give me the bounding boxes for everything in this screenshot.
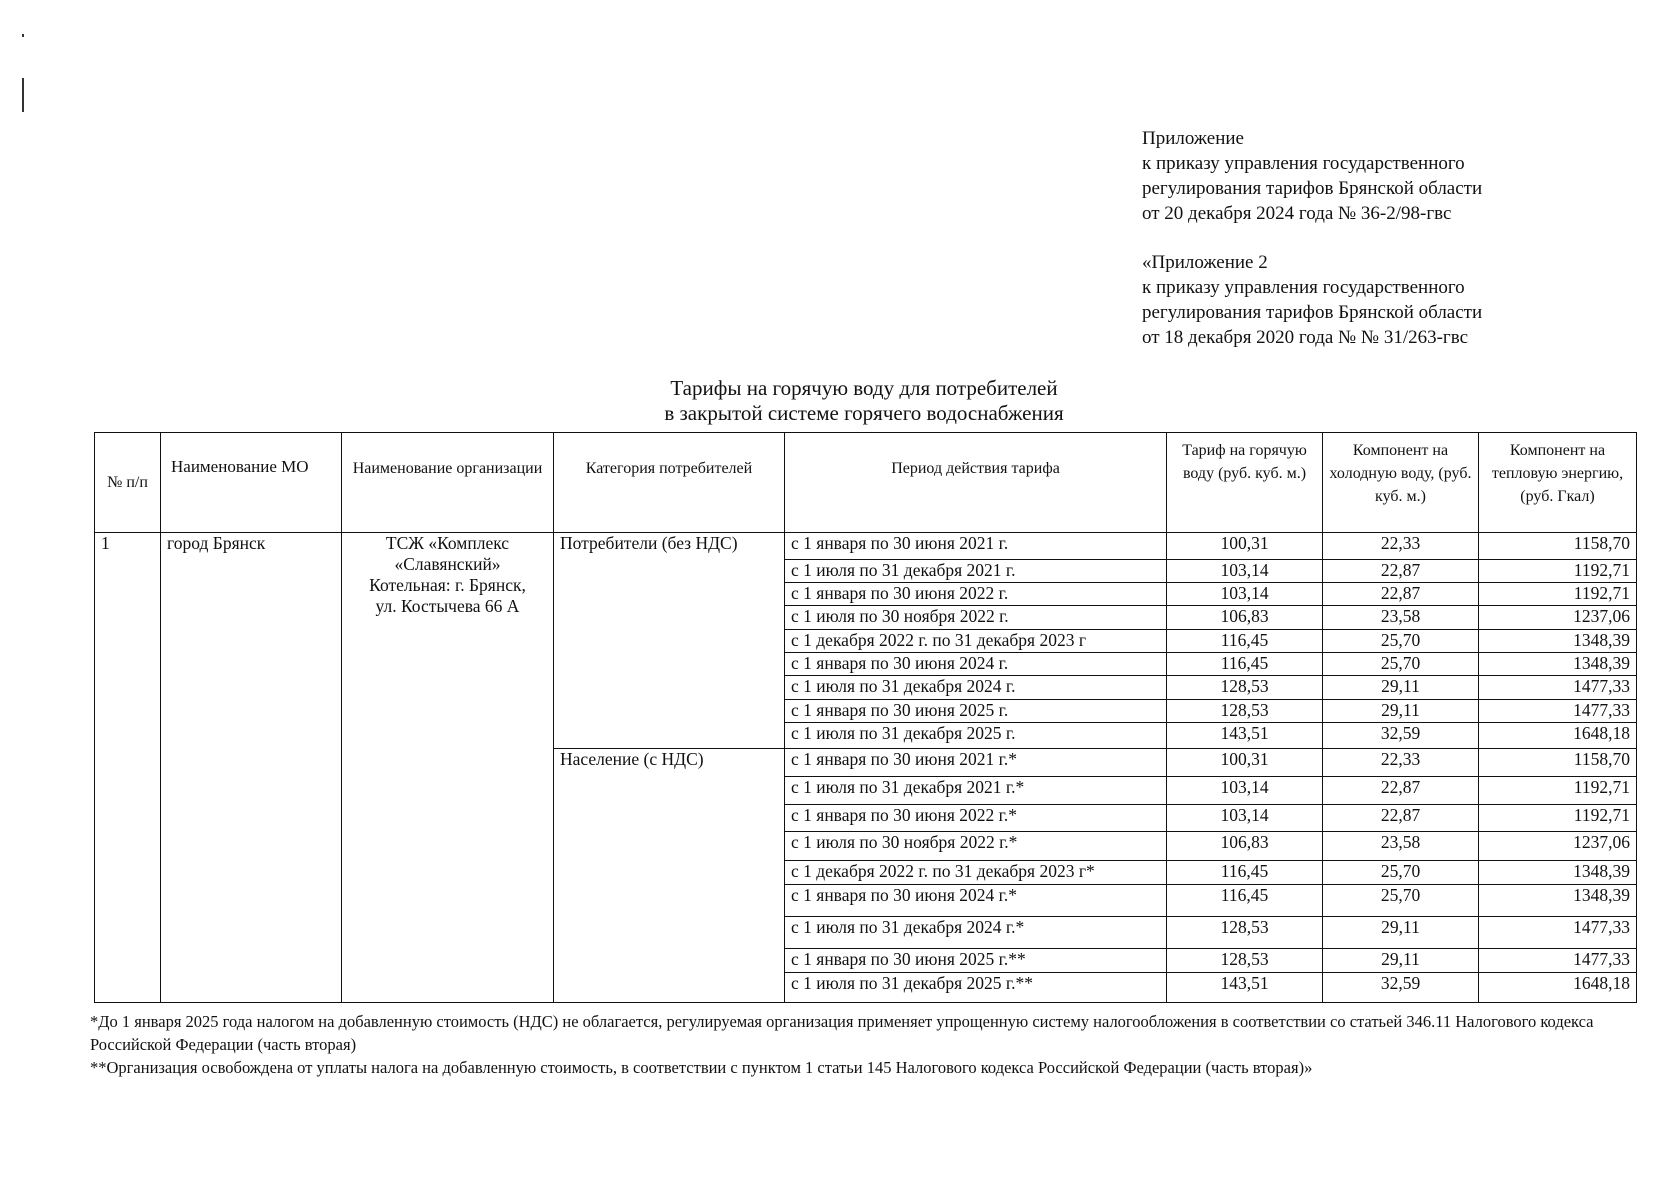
tariff-cell: 103,14 <box>1167 805 1323 832</box>
period-cell: с 1 июля по 31 декабря 2024 г. <box>785 676 1167 700</box>
cold-water-cell: 22,87 <box>1323 583 1479 606</box>
cold-water-cell: 22,33 <box>1323 749 1479 777</box>
header-num: № п/п <box>95 433 161 533</box>
header-line: регулирования тарифов Брянской области <box>1142 302 1483 323</box>
tariff-cell: 103,14 <box>1167 777 1323 805</box>
tariff-cell: 100,31 <box>1167 533 1323 560</box>
heat-energy-cell: 1348,39 <box>1479 653 1637 676</box>
cold-water-cell: 32,59 <box>1323 973 1479 1003</box>
heat-energy-cell: 1158,70 <box>1479 749 1637 777</box>
scan-margin-mark <box>22 78 24 112</box>
period-cell: с 1 июля по 30 ноября 2022 г. <box>785 606 1167 630</box>
heat-energy-cell: 1348,39 <box>1479 885 1637 917</box>
heat-energy-cell: 1477,33 <box>1479 949 1637 973</box>
cold-water-cell: 29,11 <box>1323 676 1479 700</box>
heat-energy-cell: 1192,71 <box>1479 805 1637 832</box>
cold-water-cell: 22,87 <box>1323 805 1479 832</box>
cold-water-cell: 22,33 <box>1323 533 1479 560</box>
tariff-cell: 143,51 <box>1167 973 1323 1003</box>
header-line: от 20 декабря 2024 года № 36-2/98-гвс <box>1142 203 1452 224</box>
consumer-category: Потребители (без НДС) <box>554 533 785 749</box>
cold-water-cell: 25,70 <box>1323 653 1479 676</box>
header-category: Категория потребителей <box>554 433 785 533</box>
document-title <box>94 376 1634 426</box>
period-cell: с 1 января по 30 июня 2021 г. <box>785 533 1167 560</box>
appendix2-header <box>1142 250 1482 350</box>
period-cell: с 1 июля по 31 декабря 2024 г.* <box>785 917 1167 949</box>
title-line: в закрытой системе горячего водоснабжения <box>664 401 1064 425</box>
cold-water-cell: 25,70 <box>1323 861 1479 885</box>
heat-energy-cell: 1348,39 <box>1479 630 1637 653</box>
footnote-vat-exempt: *До 1 января 2025 года налогом на добавленную стоимость (НДС) не облагается, регулируемая организация применяет упрощенную систему налогообложения в соответствии со статьей 346.11 Налогового кодекса Российской Федерации (часть вторая) <box>90 1012 1594 1054</box>
heat-energy-cell: 1477,33 <box>1479 700 1637 723</box>
tariff-cell: 103,14 <box>1167 560 1323 583</box>
header-period: Период действия тарифа <box>785 433 1167 533</box>
title-line: Тарифы на горячую воду для потребителей <box>670 376 1058 400</box>
tariff-cell: 128,53 <box>1167 917 1323 949</box>
heat-energy-cell: 1477,33 <box>1479 917 1637 949</box>
header-tariff: Тариф на горячую воду (руб. куб. м.) <box>1167 433 1323 533</box>
period-cell: с 1 декабря 2022 г. по 31 декабря 2023 г <box>785 630 1167 653</box>
table-header-row <box>95 433 1637 533</box>
header-line: к приказу управления государственного <box>1142 277 1465 298</box>
header-org: Наименование организации <box>342 433 554 533</box>
cold-water-cell: 23,58 <box>1323 606 1479 630</box>
heat-energy-cell: 1237,06 <box>1479 832 1637 861</box>
cold-water-cell: 29,11 <box>1323 700 1479 723</box>
period-cell: с 1 января по 30 июня 2025 г. <box>785 700 1167 723</box>
heat-energy-cell: 1648,18 <box>1479 973 1637 1003</box>
period-cell: с 1 июля по 31 декабря 2021 г.* <box>785 777 1167 805</box>
heat-energy-cell: 1158,70 <box>1479 533 1637 560</box>
cold-water-cell: 29,11 <box>1323 949 1479 973</box>
heat-energy-cell: 1648,18 <box>1479 723 1637 749</box>
period-cell: с 1 июля по 30 ноября 2022 г.* <box>785 832 1167 861</box>
heat-energy-cell: 1192,71 <box>1479 560 1637 583</box>
tariff-cell: 128,53 <box>1167 700 1323 723</box>
tariff-cell: 106,83 <box>1167 606 1323 630</box>
organization-name <box>342 533 554 1003</box>
heat-energy-cell: 1348,39 <box>1479 861 1637 885</box>
heat-energy-cell: 1477,33 <box>1479 676 1637 700</box>
tariff-cell: 100,31 <box>1167 749 1323 777</box>
row-number: 1 <box>95 533 161 1003</box>
period-cell: с 1 июля по 31 декабря 2025 г.** <box>785 973 1167 1003</box>
tariff-cell: 116,45 <box>1167 630 1323 653</box>
tariff-cell: 128,53 <box>1167 676 1323 700</box>
header-line: от 18 декабря 2020 года № № 31/263-гвс <box>1142 327 1469 348</box>
organization-line: Котельная: г. Брянск, <box>369 575 526 595</box>
period-cell: с 1 июля по 31 декабря 2025 г. <box>785 723 1167 749</box>
period-cell: с 1 января по 30 июня 2025 г.** <box>785 949 1167 973</box>
cold-water-cell: 25,70 <box>1323 885 1479 917</box>
consumer-category: Население (с НДС) <box>554 749 785 1003</box>
heat-energy-cell: 1192,71 <box>1479 777 1637 805</box>
header-cold: Компонент на холодную воду, (руб. куб. м.) <box>1323 433 1479 533</box>
period-cell: с 1 января по 30 июня 2022 г. <box>785 583 1167 606</box>
organization-line: ТСЖ «Комплекс <box>385 533 510 553</box>
heat-energy-cell: 1192,71 <box>1479 583 1637 606</box>
cold-water-cell: 22,87 <box>1323 777 1479 805</box>
tariff-cell: 116,45 <box>1167 885 1323 917</box>
footnotes <box>90 1010 1650 1079</box>
organization-line: ул. Костычева 66 А <box>375 596 520 616</box>
header-mo: Наименование МО <box>161 433 342 533</box>
table-row <box>95 533 1637 560</box>
cold-water-cell: 25,70 <box>1323 630 1479 653</box>
cold-water-cell: 29,11 <box>1323 917 1479 949</box>
tariff-table <box>94 432 1637 1003</box>
header-line: регулирования тарифов Брянской области <box>1142 178 1483 199</box>
period-cell: с 1 января по 30 июня 2022 г.* <box>785 805 1167 832</box>
header-heat: Компонент на тепловую энергию, (руб. Гкал) <box>1479 433 1637 533</box>
tariff-cell: 103,14 <box>1167 583 1323 606</box>
header-line: Приложение <box>1142 128 1244 149</box>
tariff-cell: 143,51 <box>1167 723 1323 749</box>
heat-energy-cell: 1237,06 <box>1479 606 1637 630</box>
cold-water-cell: 32,59 <box>1323 723 1479 749</box>
period-cell: с 1 июля по 31 декабря 2021 г. <box>785 560 1167 583</box>
tariff-cell: 106,83 <box>1167 832 1323 861</box>
cold-water-cell: 23,58 <box>1323 832 1479 861</box>
header-line: «Приложение 2 <box>1142 252 1268 273</box>
period-cell: с 1 января по 30 июня 2021 г.* <box>785 749 1167 777</box>
period-cell: с 1 января по 30 июня 2024 г.* <box>785 885 1167 917</box>
header-line: к приказу управления государственного <box>1142 153 1465 174</box>
period-cell: с 1 января по 30 июня 2024 г. <box>785 653 1167 676</box>
tariff-cell: 128,53 <box>1167 949 1323 973</box>
tariff-cell: 116,45 <box>1167 861 1323 885</box>
cold-water-cell: 22,87 <box>1323 560 1479 583</box>
municipality-name: город Брянск <box>161 533 342 1003</box>
tariff-cell: 116,45 <box>1167 653 1323 676</box>
appendix-header <box>1142 126 1482 226</box>
scan-margin-mark <box>22 34 24 37</box>
footnote-vat-released: **Организация освобождена от уплаты налога на добавленную стоимость, в соответствии с пунктом 1 статьи 145 Налогового кодекса Российской Федерации (часть вторая)» <box>90 1058 1313 1077</box>
organization-line: «Славянский» <box>394 554 501 574</box>
period-cell: с 1 декабря 2022 г. по 31 декабря 2023 г* <box>785 861 1167 885</box>
